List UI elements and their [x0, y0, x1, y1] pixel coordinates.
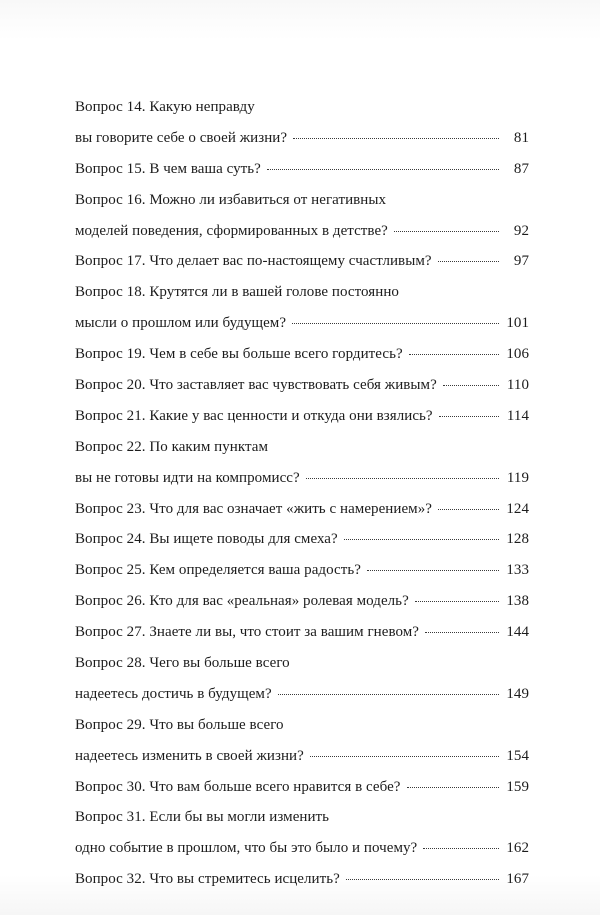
dot-leader: [346, 879, 499, 880]
toc-entry-title: Вопрос 15. В чем ваша суть?: [75, 160, 261, 177]
toc-entry: [75, 717, 529, 779]
dot-leader: [439, 416, 499, 417]
toc-page-number: 81: [513, 129, 529, 146]
toc-page-number: 154: [506, 747, 529, 764]
toc-line: [75, 686, 529, 717]
toc-entry: [75, 779, 529, 810]
toc-entry-title: Вопрос 24. Вы ищете поводы для смеха?: [75, 531, 338, 548]
toc-entry: [75, 562, 529, 593]
toc-entry: [75, 161, 529, 192]
toc-entry: [75, 593, 529, 624]
toc-entry: [75, 439, 529, 501]
toc-entry-title: Вопрос 21. Какие у вас ценности и откуда они взялись?: [75, 407, 433, 424]
toc-page-number: 87: [513, 160, 529, 177]
toc-page-number: 119: [506, 469, 529, 486]
toc-entry-title: Вопрос 16. Можно ли избавиться от негативных: [75, 191, 387, 208]
toc-entry-title: моделей поведения, сформированных в детстве?: [75, 222, 388, 239]
toc-entry: [75, 809, 529, 871]
toc-line: [75, 161, 529, 192]
toc-entry-title: вы говорите себе о своей жизни?: [75, 129, 288, 146]
toc-line: [75, 377, 529, 408]
toc-page-number: 124: [506, 500, 529, 517]
toc-line: [75, 624, 529, 655]
toc-line: [75, 439, 529, 470]
toc-line: [75, 223, 529, 254]
toc-page-number: 101: [506, 315, 529, 332]
dot-leader: [267, 169, 499, 170]
toc-line: [75, 501, 529, 532]
toc-line: [75, 871, 529, 902]
toc-entry-title: Вопрос 19. Чем в себе вы больше всего гордитесь?: [75, 346, 403, 363]
toc-entry: [75, 624, 529, 655]
toc-line: [75, 192, 529, 223]
toc-entry: [75, 99, 529, 161]
toc-page-number: 138: [506, 593, 529, 610]
dot-leader: [409, 354, 499, 355]
toc-line: [75, 809, 529, 840]
toc-entry: [75, 531, 529, 562]
toc-page-number: 159: [506, 778, 529, 795]
toc-entry-title: Вопрос 18. Крутятся ли в вашей голове постоянно: [75, 284, 399, 301]
toc-entry: [75, 192, 529, 254]
toc-line: [75, 470, 529, 501]
toc-entry-title: Вопрос 27. Знаете ли вы, что стоит за вашим гневом?: [75, 624, 419, 641]
toc-page-number: 97: [513, 253, 529, 270]
toc-line: [75, 253, 529, 284]
toc-line: [75, 748, 529, 779]
toc-entry-title: Вопрос 26. Кто для вас «реальная» ролевая модель?: [75, 593, 409, 610]
toc-entry: [75, 346, 529, 377]
toc-line: [75, 717, 529, 748]
dot-leader: [293, 138, 499, 139]
toc-entry: [75, 377, 529, 408]
toc-entry-title: одно событие в прошлом, что бы это было и почему?: [75, 840, 418, 857]
toc-entry-title: Вопрос 25. Кем определяется ваша радость?: [75, 562, 361, 579]
toc-line: [75, 408, 529, 439]
dot-leader: [310, 756, 499, 757]
toc-line: [75, 531, 529, 562]
toc-page-number: 128: [506, 531, 529, 548]
dot-leader: [443, 385, 499, 386]
toc-line: [75, 562, 529, 593]
toc-page-number: 133: [506, 562, 529, 579]
dot-leader: [438, 261, 499, 262]
dot-leader: [415, 601, 499, 602]
toc-page-number: 114: [506, 407, 529, 424]
toc-line: [75, 779, 529, 810]
toc-entry: [75, 253, 529, 284]
toc-entry-title: надеетесь изменить в своей жизни?: [75, 747, 304, 764]
toc-line: [75, 130, 529, 161]
toc-entry: [75, 501, 529, 532]
dot-leader: [425, 632, 499, 633]
toc-entry-title: Вопрос 28. Чего вы больше всего: [75, 655, 290, 672]
toc-entry-title: Вопрос 23. Что для вас означает «жить с намерением»?: [75, 500, 432, 517]
toc-line: [75, 346, 529, 377]
toc-entry-title: Вопрос 14. Какую неправду: [75, 99, 255, 115]
toc-entry-title: надеетесь достичь в будущем?: [75, 685, 272, 702]
toc-entry: [75, 655, 529, 717]
toc-entry-title: Вопрос 31. Если бы вы могли изменить: [75, 809, 330, 826]
toc-page-number: 110: [506, 377, 529, 394]
toc-page-number: 92: [513, 222, 529, 239]
toc-line: [75, 284, 529, 315]
toc-line: [75, 315, 529, 346]
toc-line: [75, 655, 529, 686]
toc-entry-title: Вопрос 17. Что делает вас по-настоящему счастливым?: [75, 253, 432, 270]
dot-leader: [394, 231, 499, 232]
toc-page-number: 106: [506, 346, 529, 363]
table-of-contents: [75, 99, 529, 902]
dot-leader: [292, 323, 499, 324]
toc-entry: [75, 408, 529, 439]
toc-entry-title: Вопрос 29. Что вы больше всего: [75, 716, 284, 733]
toc-entry: [75, 284, 529, 346]
toc-page-number: 149: [506, 685, 529, 702]
toc-entry: [75, 871, 529, 902]
toc-entry-title: Вопрос 30. Что вам больше всего нравится в себе?: [75, 778, 401, 795]
toc-line: [75, 593, 529, 624]
dot-leader: [423, 848, 499, 849]
toc-entry-title: Вопрос 22. По каким пунктам: [75, 438, 269, 455]
dot-leader: [278, 694, 499, 695]
toc-entry-title: вы не готовы идти на компромисс?: [75, 469, 300, 486]
toc-entry-title: Вопрос 32. Что вы стремитесь исцелить?: [75, 871, 340, 888]
toc-line: [75, 99, 529, 130]
dot-leader: [344, 539, 499, 540]
toc-entry-title: мысли о прошлом или будущем?: [75, 315, 287, 332]
toc-page-number: 162: [506, 840, 529, 857]
toc-page-number: 144: [506, 624, 529, 641]
dot-leader: [407, 787, 499, 788]
dot-leader: [438, 509, 499, 510]
toc-entry-title: Вопрос 20. Что заставляет вас чувствовать себя живым?: [75, 377, 437, 394]
toc-page-number: 167: [506, 871, 529, 888]
toc-line: [75, 840, 529, 871]
dot-leader: [306, 478, 499, 479]
dot-leader: [367, 570, 499, 571]
